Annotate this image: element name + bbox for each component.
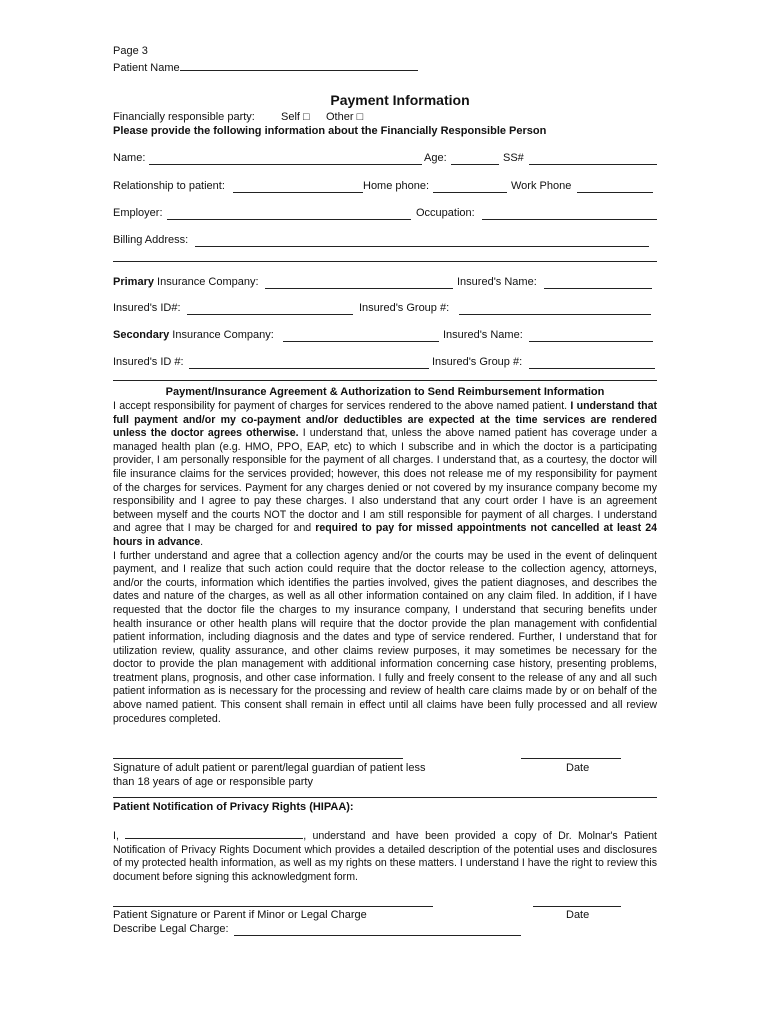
- insured-group2-label: Insured's Group #:: [432, 356, 523, 368]
- hipaa-prefix: I,: [113, 830, 126, 842]
- agreement-p2: I further understand and agree that a collection agency and/or the courts may be used in the event of delinquent payment, and I realize that such action could require that the doctor release to the collection agency, attorneys, and/or the courts, information which identifies the parties involved, gives the patient diagnoses, and describes the dates and nature of the charges, as well as all other information contained on any claim filed. In addition, if I have requested that the doctor file the charges to my insurance company, I understand that securing benefits under health insurance or other health plans will require that the doctor provide the plan management with confidential patient information, including diagnosis and the dates and type of service rendered. Further, I understand that for utilization review, quality assurance, and other claims review purposes, it may sometimes be necessary for the doctor to provide the plan management with additional information concerning case history, presenting problems, treatment plans, prognosis, and other case information. I fully and freely consent to the release of any and all such patient information as is necessary for the processing and review of health care claims made by or on behalf of the above named patient. This consent shall remain in effect until all claims have been fully processed and all review procedures completed.: [113, 549, 657, 725]
- agreement-p1d: required to pay for missed appointments not cancelled at least 24 hours in advance: [113, 522, 657, 548]
- agreement-title: Payment/Insurance Agreement & Authorization to Send Reimbursement Information: [165, 386, 605, 398]
- primary-label-rest: Insurance Company:: [153, 276, 259, 288]
- insured-name-field[interactable]: [544, 277, 652, 289]
- secondary-label-bold: Secondary: [113, 329, 170, 341]
- insured-id-field[interactable]: [187, 303, 353, 315]
- work-phone-label: Work Phone: [511, 180, 572, 192]
- financial-party-label: Financially responsible party:: [113, 111, 255, 123]
- date2-label: Date: [566, 909, 590, 921]
- home-phone-label: Home phone:: [363, 180, 430, 192]
- insured-id2-field[interactable]: [189, 357, 429, 369]
- form-title: Payment Information: [330, 92, 470, 108]
- hipaa-body: [113, 828, 657, 884]
- agreement-p1e: .: [200, 535, 204, 548]
- insured-name2-field[interactable]: [529, 330, 653, 342]
- signature2-line[interactable]: [113, 906, 433, 907]
- occupation-label: Occupation:: [416, 207, 475, 219]
- name-label: Name:: [113, 152, 146, 164]
- legal-charge-row: [113, 923, 533, 937]
- other-checkbox[interactable]: Other □: [326, 111, 364, 123]
- insured-group2-field[interactable]: [529, 357, 655, 369]
- work-phone-field[interactable]: [577, 181, 653, 193]
- primary-label-bold: Primary: [113, 276, 154, 288]
- insured-id-label: Insured's ID#:: [113, 302, 181, 314]
- primary-insurance-row: [113, 276, 657, 291]
- primary-insurance-field[interactable]: [265, 277, 453, 289]
- patient-name-field[interactable]: [180, 59, 418, 71]
- occupation-field[interactable]: [482, 208, 657, 220]
- patient-name-row: [113, 59, 657, 76]
- hipaa-divider: [113, 797, 657, 798]
- employer-row: [113, 207, 657, 222]
- billing-field[interactable]: [195, 235, 649, 247]
- date1-line[interactable]: [521, 758, 621, 759]
- ss-label: SS#: [503, 152, 524, 164]
- financial-party-row: [113, 111, 657, 125]
- insured-group-field[interactable]: [459, 303, 651, 315]
- legal-charge-label: Describe Legal Charge:: [113, 923, 229, 935]
- hipaa-text: , understand and have been provided a copy of Dr. Molnar's Patient Notification of Privacy Rights Document which provides a detailed description of the potential uses and disclosures of my protected health information, as well as my rights on these matters. I understand I have the right to review this document before signing this acknowledgment form.: [113, 830, 657, 883]
- primary-insurance-label: [113, 276, 259, 290]
- secondary-insurance-row: [113, 329, 657, 344]
- insured-name-label: Insured's Name:: [457, 276, 537, 288]
- financial-instruction: Please provide the following information about the Financially Responsible Person: [113, 125, 547, 137]
- agreement-divider: [113, 380, 657, 381]
- age-field[interactable]: [451, 153, 499, 165]
- relationship-label: Relationship to patient:: [113, 180, 225, 192]
- secondary-insurance-field[interactable]: [283, 330, 439, 342]
- signature1-label-line2: than 18 years of age or responsible party: [113, 775, 313, 788]
- home-phone-field[interactable]: [433, 181, 507, 193]
- hipaa-name-field[interactable]: [125, 828, 303, 839]
- relationship-row: [113, 180, 657, 195]
- self-checkbox[interactable]: Self □: [281, 111, 310, 123]
- employer-field[interactable]: [167, 208, 411, 220]
- hipaa-title: Patient Notification of Privacy Rights (HIPAA):: [113, 801, 354, 813]
- agreement-p1a: I accept responsibility for payment of charges for services rendered to the above named patient.: [113, 400, 571, 412]
- signature2-label: Patient Signature or Parent if Minor or Legal Charge: [113, 909, 367, 921]
- name-row: [113, 152, 657, 167]
- primary-ids-row: [113, 302, 657, 317]
- signature1-label: [113, 762, 443, 789]
- insured-group-label: Insured's Group #:: [359, 302, 450, 314]
- date2-line[interactable]: [533, 906, 621, 907]
- name-field[interactable]: [149, 153, 422, 165]
- page-number: Page 3: [113, 45, 148, 57]
- date1-label: Date: [566, 762, 590, 774]
- insured-id2-label: Insured's ID #:: [113, 356, 184, 368]
- billing-label: Billing Address:: [113, 234, 189, 246]
- relationship-field[interactable]: [233, 181, 363, 193]
- signature1-label-line1: Signature of adult patient or parent/legal guardian of patient less: [113, 762, 426, 774]
- legal-charge-field[interactable]: [234, 924, 521, 936]
- secondary-insurance-label: [113, 329, 274, 343]
- section-divider: [113, 261, 657, 262]
- patient-name-label: Patient Name: [113, 62, 180, 74]
- billing-row: [113, 234, 657, 249]
- age-label: Age:: [424, 152, 447, 164]
- page-header: [113, 44, 657, 76]
- form-title-wrap: [113, 94, 657, 110]
- secondary-label-rest: Insurance Company:: [169, 329, 274, 341]
- employer-label: Employer:: [113, 207, 163, 219]
- agreement-p1c: I understand that, unless the above named patient has coverage under a managed health plan (e.g. HMO, PPO, EAP, etc) to which I subscribe and in which the doctor is a participating provider, I am personally responsible for the payment of all charges. I understand that, as a courtesy, the doctor will file insurance claims for the services provided; however, this does not release me of my responsibility for payment of the charges for services. Payment for any charges denied or not covered by my insurance company become my responsibility and I agree to pay these charges. I also understand that any court order I have is an agreement between myself and the courts NOT the doctor and I am still responsible for payment of all charges. I understand and agree that I may be charged for and: [113, 427, 657, 535]
- agreement-body: [113, 400, 657, 726]
- insured-name2-label: Insured's Name:: [443, 329, 523, 341]
- ss-field[interactable]: [529, 153, 657, 165]
- agreement-p1b: I understand that full payment and/or my co-payment and/or deductibles are expected at the time services are rendered unless the doctor agrees otherwise.: [113, 400, 658, 440]
- signature1-line[interactable]: [113, 758, 403, 759]
- secondary-ids-row: [113, 356, 657, 371]
